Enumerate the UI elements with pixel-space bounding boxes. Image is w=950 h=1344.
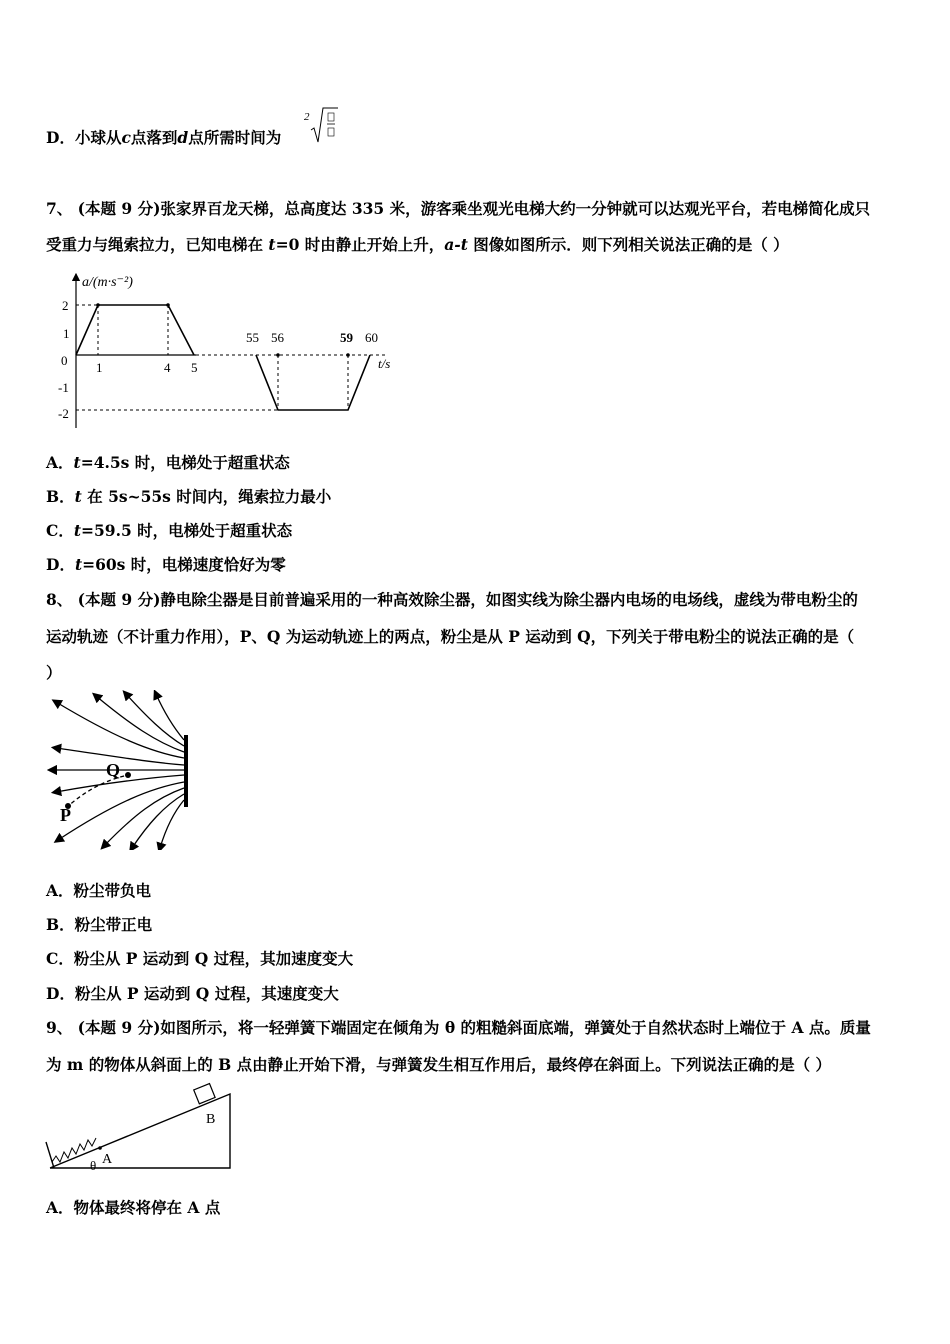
x-axis-label: t/s [378,356,391,371]
label-b: B [206,1112,216,1127]
q8-option-c[interactable]: C．粉尘从 P 运动到 Q 过程，其加速度变大 [46,949,354,968]
acceleration-curve-up [76,305,194,355]
q7-at-graph [46,268,406,433]
placeholder-box-icon [328,128,334,136]
y-tick: -2 [58,406,69,421]
q9-option-a[interactable]: A．物体最终将停在 A 点 [46,1198,221,1217]
q7-option-a[interactable]: A．t=4.5s 时，电梯处于超重状态 [46,453,290,472]
q7-option-c[interactable]: C．t=59.5 时，电梯处于超重状态 [46,521,293,540]
x-tick: 56 [271,330,284,345]
q8-stem-line3: ） [46,663,62,682]
label-q: Q [106,760,121,780]
placeholder-box-icon [328,113,334,121]
point-q [125,772,131,778]
base-wall [46,1142,54,1168]
sqrt-coefficient: 2 [304,111,310,123]
q7-option-b[interactable]: B．t 在 5s~55s 时间内，绳索拉力最小 [46,487,332,506]
incline [50,1094,230,1168]
q8-option-d[interactable]: D．粉尘从 P 运动到 Q 过程，其速度变大 [46,984,339,1003]
x-tick: 5 [191,360,198,375]
point-a [98,1146,102,1150]
y-tick: 0 [61,353,68,368]
q9-incline-figure [44,1082,236,1174]
label-p: P [60,805,71,825]
q9-stem-line2: 为 m 的物体从斜面上的 B 点由静止开始下滑，与弹簧发生相互作用后，最终停在斜面上。下列说法正确的是（ ） [46,1055,831,1074]
q8-electric-field-figure [46,690,196,850]
q8-stem-line1: 8、 (本题 9 分)静电除尘器是目前普遍采用的一种高效除尘器，如图实线为除尘器内电场的电场线，虚线为带电粉尘的 [46,590,858,609]
q9-stem-line1: 9、 (本题 9 分)如图所示，将一轻弹簧下端固定在倾角为 θ 的粗糙斜面底端，弹簧处于自然状态时上端位于 A 点。质量 [46,1018,871,1037]
q6-option-d: D．小球从c点落到d点所需时间为 [46,128,282,147]
y-axis-label: a/(m·s⁻²) [82,275,133,290]
label-theta: θ [90,1158,97,1173]
x-tick: 1 [96,360,103,375]
y-tick: -1 [58,380,69,395]
q8-option-a[interactable]: A．粉尘带负电 [46,881,152,900]
q8-option-b[interactable]: B．粉尘带正电 [46,915,153,934]
q7-stem-line2: 受重力与绳索拉力，已知电梯在 t=0 时由静止开始上升，a-t 图像如图所示．则下列相关说法正确的是（ ） [46,235,789,254]
x-tick: 60 [365,330,378,345]
sqrt-expression [304,104,340,146]
x-tick: 55 [246,330,259,345]
x-tick: 59 [340,330,353,345]
x-tick: 4 [164,360,171,375]
label-a: A [102,1152,113,1167]
q7-option-d[interactable]: D．t=60s 时，电梯速度恰好为零 [46,555,286,574]
acceleration-curve-down [256,355,370,410]
q8-stem-line2: 运动轨迹（不计重力作用），P、Q 为运动轨迹上的两点，粉尘是从 P 运动到 Q，下列关于带电粉尘的说法正确的是（ [46,627,855,646]
y-tick: 2 [62,298,69,313]
q7-stem-line1: 7、 (本题 9 分)张家界百龙天梯，总高度达 335 米，游客乘坐观光电梯大约一分钟就可以达观光平台，若电梯简化成只 [46,199,871,218]
y-tick: 1 [63,326,70,341]
